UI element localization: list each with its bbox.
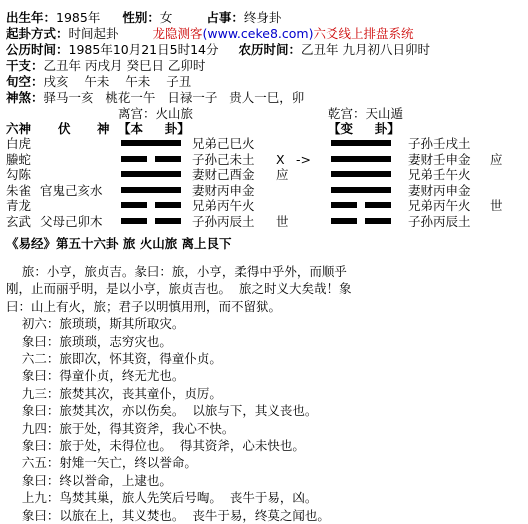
- text-line: 象曰：终以誉命，上逮也。: [6, 472, 172, 488]
- yin-line: [331, 216, 391, 226]
- shensha-label: 神煞：: [6, 90, 44, 105]
- fushen-header: 伏: [58, 121, 71, 136]
- main-line-label: 子孙己未土: [192, 151, 255, 167]
- changed-line-label: 兄弟壬午火: [408, 167, 471, 182]
- method-row: [6, 26, 413, 41]
- birth-year-value: 1985年: [56, 10, 101, 25]
- change-arrow: ->: [296, 151, 311, 167]
- xunkong-label: 旬空：: [6, 74, 44, 89]
- changed-gua-header: 【变 卦】: [328, 121, 400, 136]
- liushen-cell: 白虎: [6, 136, 32, 151]
- birth-year-label: 出生年：: [6, 10, 57, 25]
- changed-line-label: 妻财丙申金: [408, 182, 471, 198]
- yang-line: [331, 169, 391, 179]
- text-line: 象曰：旅焚其次，亦以伤矣。 以旅与下，其义丧也。: [6, 403, 318, 419]
- method-value: 时间起卦: [68, 26, 119, 41]
- main-line-label: 妻财丙申金: [192, 182, 255, 198]
- changed-line-label: 子孙壬戌土: [408, 136, 471, 151]
- query-label: 占事：: [206, 10, 244, 25]
- birth-year-row: [6, 10, 281, 25]
- lunar-value: 乙丑年 九月初八日卯时: [301, 42, 430, 57]
- liushen-cell: 朱雀: [6, 182, 32, 198]
- ganzhi-label: 干支：: [6, 58, 44, 73]
- xunkong-row: [6, 74, 191, 89]
- yin-line: [331, 200, 391, 210]
- solar-row: [6, 42, 430, 57]
- shensha-value: 驿马一亥 桃花一午 日禄一子 贵人一巳，卯: [43, 90, 305, 105]
- query-value: 终身卦: [243, 10, 282, 25]
- text-line: 上九：鸟焚其巢，旅人先笑后号啕。 丧牛于易，凶。: [6, 490, 318, 506]
- text-line: 象曰：以旅在上，其义焚也。 丧牛于易，终莫之闻也。: [6, 507, 330, 523]
- shi-ying-mark: X: [276, 151, 285, 167]
- yang-line: [121, 138, 181, 148]
- site-name: 龙隐测客: [152, 26, 203, 41]
- main-line-label: 兄弟己巳火: [192, 136, 255, 151]
- yang-line: [331, 185, 391, 195]
- gender-value: 女: [159, 10, 173, 25]
- yang-line: [121, 185, 181, 195]
- gender-label: 性别：: [122, 10, 160, 25]
- site-suffix: 六爻线上排盘系统: [313, 26, 414, 41]
- liushen-cell: 螣蛇: [6, 151, 32, 167]
- text-line: 六二：旅即次，怀其资，得童仆贞。: [6, 351, 222, 366]
- liushen-cell: 玄武: [6, 213, 32, 229]
- main-gua-header: 【本 卦】: [118, 121, 190, 136]
- text-line: 旅：小亨，旅贞吉。彖曰：旅，小亨，柔得中乎外，而顺乎: [6, 264, 347, 279]
- changed-shi-ying-mark: 世: [490, 198, 503, 213]
- text-line: 九四：旅于处，得其资斧，我心不快。: [6, 420, 235, 436]
- ganzhi-row: [6, 58, 205, 73]
- text-line: 初六：旅琐琐，斯其所取灾。: [6, 316, 185, 332]
- shen-header: 神: [97, 121, 110, 136]
- main-line-label: 兄弟丙午火: [192, 198, 255, 213]
- changed-line-label: 子孙丙辰土: [408, 213, 471, 229]
- text-line: 象曰：得童仆贞，终无尤也。: [6, 368, 185, 384]
- fushen-cell: 官鬼己亥水: [40, 182, 103, 198]
- yin-line: [121, 154, 181, 164]
- yang-line: [331, 138, 391, 148]
- shensha-row: [6, 90, 304, 105]
- ganzhi-value: 乙丑年 丙戌月 癸巳日 乙卯时: [43, 58, 206, 73]
- yin-line: [121, 200, 181, 210]
- main-line-label: 妻财己酉金: [192, 167, 255, 182]
- lunar-label: 农历时间：: [238, 42, 301, 57]
- shi-ying-mark: 世: [276, 213, 289, 229]
- fushen-cell: 父母己卯木: [40, 213, 103, 229]
- text-title: 《易经》第五十六卦 旅 火山旅 离上艮下: [6, 236, 232, 251]
- method-label: 起卦方式：: [6, 26, 69, 41]
- main-line-label: 子孙丙辰土: [192, 213, 255, 229]
- liushen-cell: 勾陈: [6, 167, 32, 182]
- text-line: 刚，止而丽乎明，是以小亨，旅贞吉也。 旅之时义大矣哉！象: [6, 281, 352, 297]
- liushen-header: 六神: [6, 121, 32, 136]
- liushen-cell: 青龙: [6, 198, 32, 213]
- text-line: 象曰：旅于处，未得位也。 得其资斧，心未快也。: [6, 438, 305, 453]
- solar-value: 1985年10月21日5时14分: [68, 42, 219, 57]
- changed-line-label: 兄弟丙午火: [408, 198, 471, 213]
- changed-shi-ying-mark: 应: [490, 151, 503, 167]
- yang-line: [331, 154, 391, 164]
- text-line: 象曰：旅琐琐，志穷灾也。: [6, 333, 172, 349]
- main-palace: 离宫：火山旅: [118, 106, 194, 121]
- xunkong-value: 戌亥 午未 午未 子丑: [43, 74, 192, 89]
- yin-line: [121, 216, 181, 226]
- text-line: 六五：射雉一矢亡，终以誉命。: [6, 455, 197, 471]
- solar-label: 公历时间：: [6, 42, 69, 57]
- changed-line-label: 妻财壬申金: [408, 151, 471, 167]
- text-line: 曰：山上有火，旅；君子以明慎用刑，而不留狱。: [6, 298, 282, 314]
- changed-palace: 乾宫：天山遁: [328, 106, 404, 121]
- site-url-link[interactable]: (www.ceke8.com): [202, 26, 314, 41]
- shi-ying-mark: 应: [276, 167, 289, 182]
- text-line: 九三：旅焚其次，丧其童仆，贞厉。: [6, 385, 222, 401]
- yang-line: [121, 169, 181, 179]
